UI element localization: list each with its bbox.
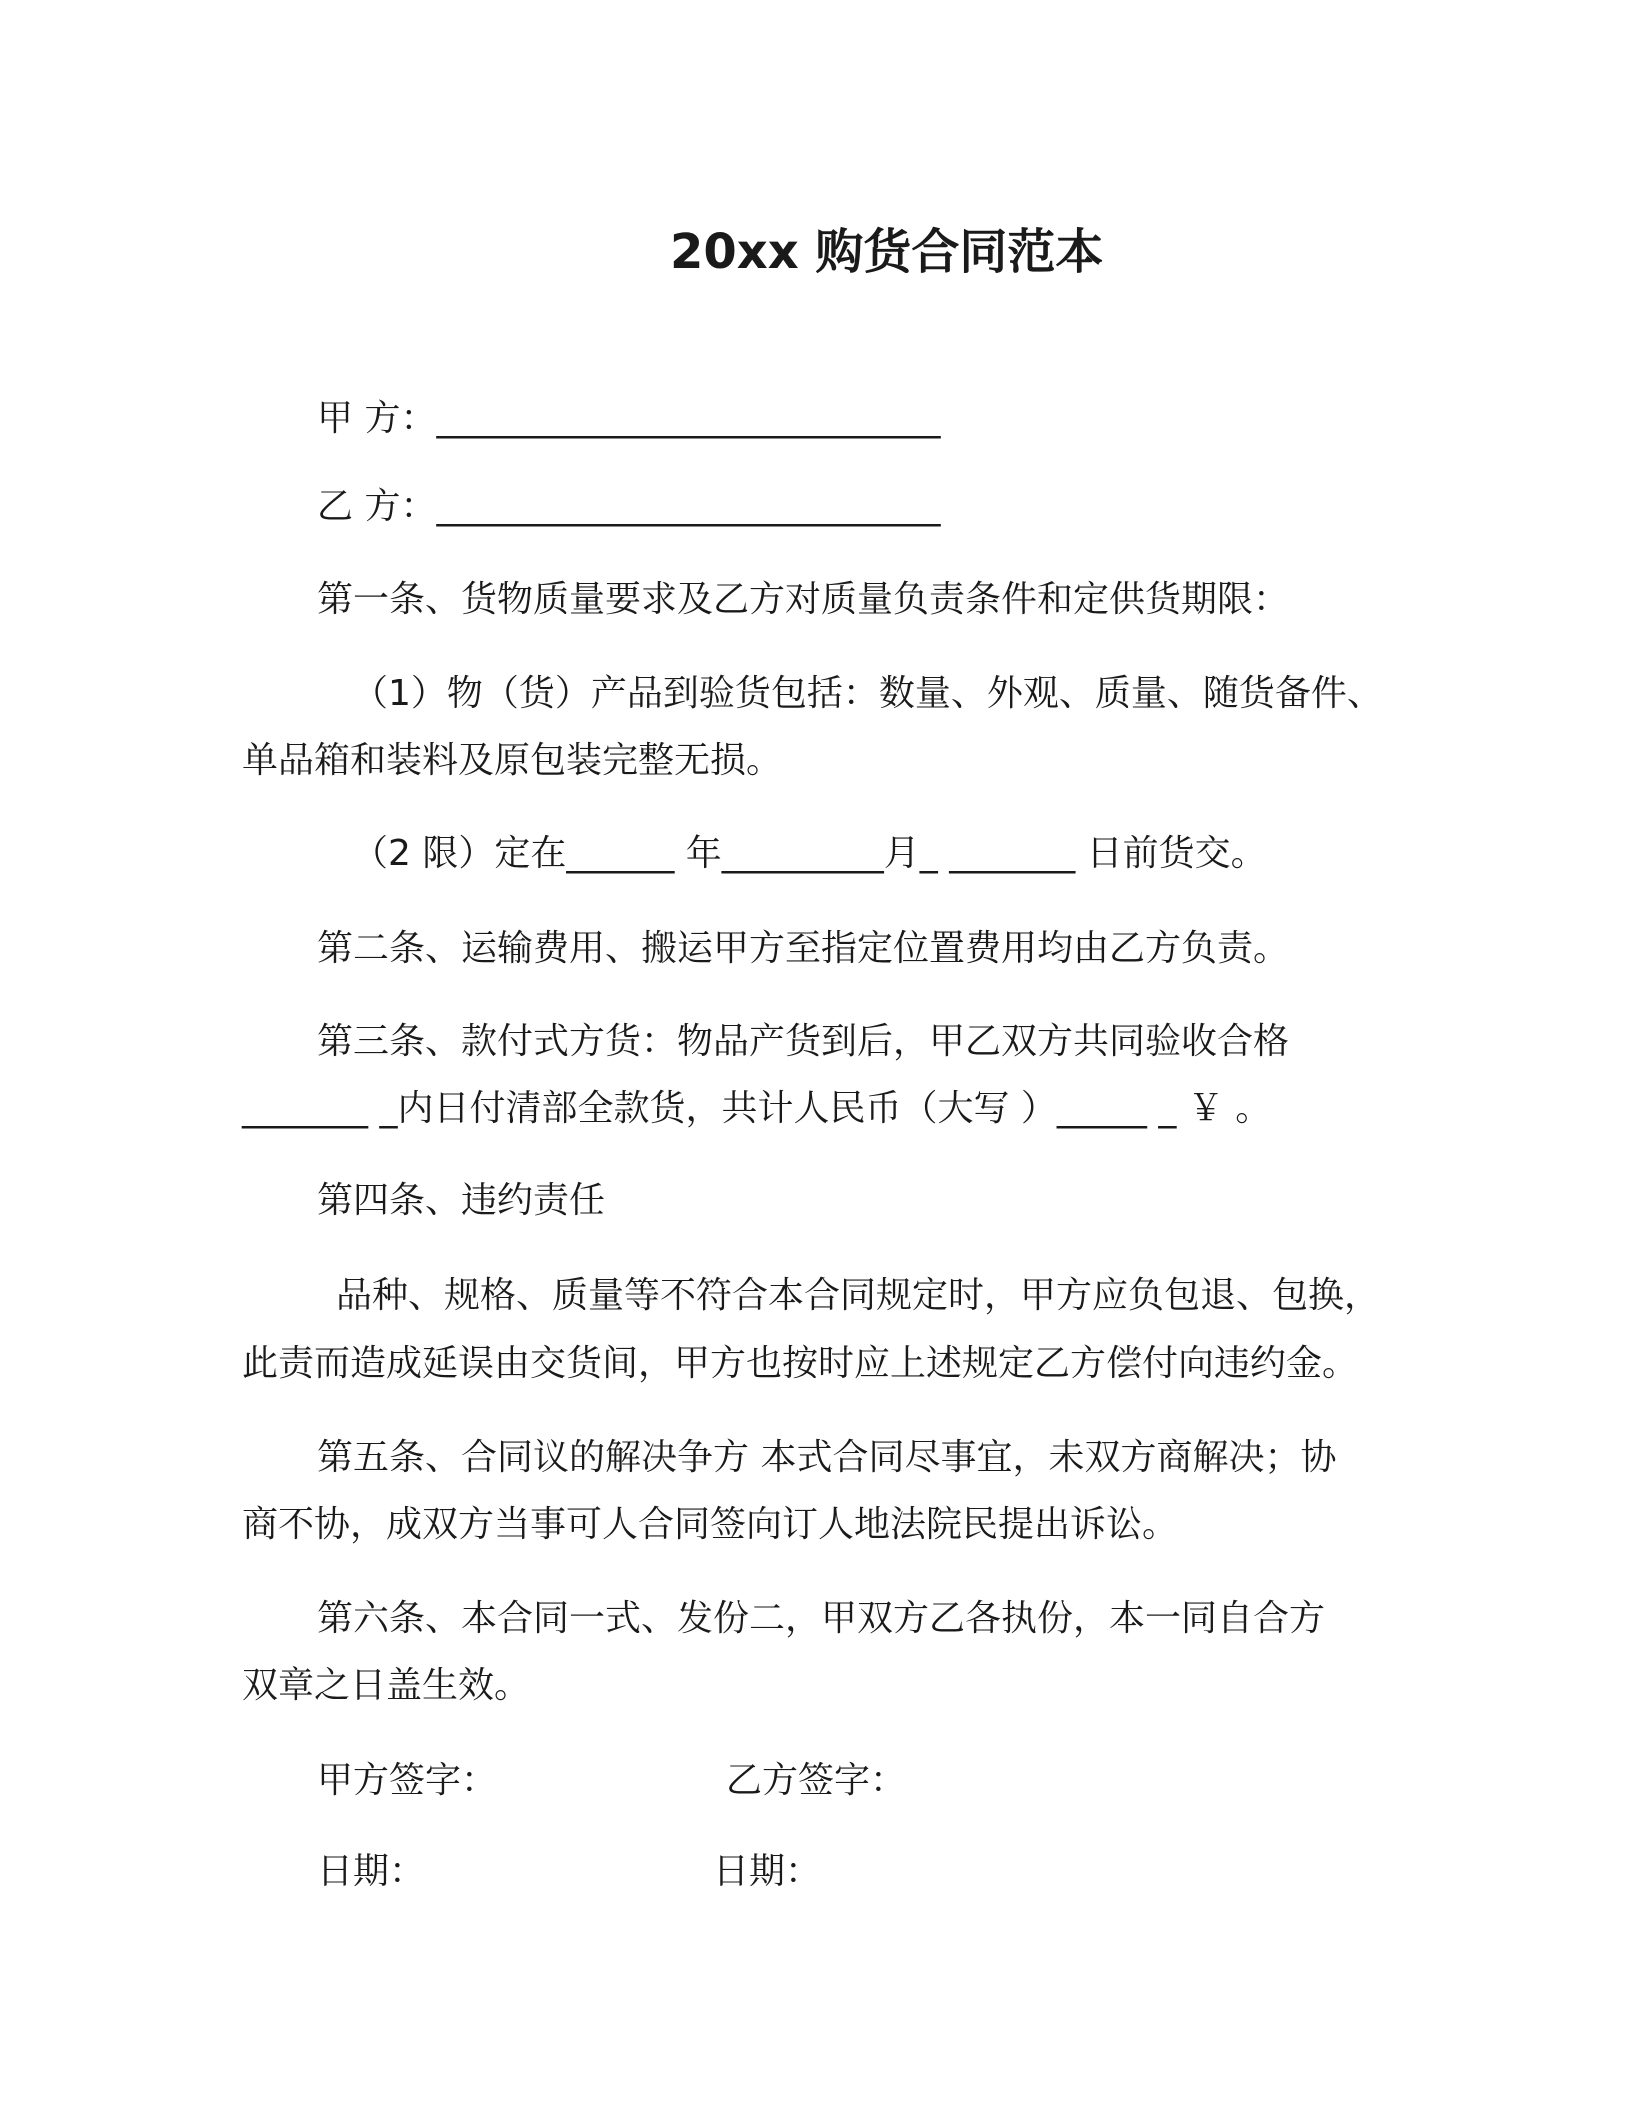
party-a-signature-label: 甲方签字： xyxy=(317,1760,498,1801)
party-b-line: 乙 方：____________________________ xyxy=(317,486,941,527)
article1-item1-line1: （1）物（货）产品到验货包括：数量、外观、质量、随货备件、 xyxy=(352,673,1383,714)
article2-text: 第二条、运输费用、搬运甲方至指定位置费用均由乙方负责。 xyxy=(317,928,1290,969)
article4-body-line2: 此责而造成延误由交货间，甲方也按时应上述规定乙方偿付向违约金。 xyxy=(242,1343,1359,1384)
article6-line1: 第六条、本合同一式、发份二，甲双方乙各执份，本一同自合方 xyxy=(317,1598,1326,1639)
party-b-signature-label: 乙方签字： xyxy=(726,1760,907,1801)
article6-line2: 双章之日盖生效。 xyxy=(242,1665,531,1706)
party-a-date-label: 日期： xyxy=(317,1851,426,1892)
article3-line2: _______ _内日付清部全款货，共计人民币（大写 ）_____ _ ￥ 。 xyxy=(242,1088,1272,1129)
article4-heading: 第四条、违约责任 xyxy=(317,1180,606,1221)
article1-heading: 第一条、货物质量要求及乙方对质量负责条件和定供货期限： xyxy=(317,579,1290,620)
article5-line1: 第五条、合同议的解决争方 本式合同尽事宜，未双方商解决；协 xyxy=(317,1437,1337,1478)
party-a-line: 甲 方：____________________________ xyxy=(317,398,941,439)
article5-line2: 商不协，成双方当事可人合同签向订人地法院民提出诉讼。 xyxy=(242,1504,1179,1545)
document-title: 20xx 购货合同范本 xyxy=(670,224,1104,280)
article1-item1-line2: 单品箱和装料及原包装完整无损。 xyxy=(242,740,783,781)
article1-item2: （2 限）定在______ 年_________月_ _______ 日前货交。 xyxy=(352,833,1267,874)
party-b-date-label: 日期： xyxy=(713,1851,822,1892)
article3-line1: 第三条、款付式方货：物品产货到后，甲乙双方共同验收合格 xyxy=(317,1021,1290,1062)
article4-body-line1: 品种、规格、质量等不符合本合同规定时，甲方应负包退、包换， xyxy=(336,1275,1381,1316)
